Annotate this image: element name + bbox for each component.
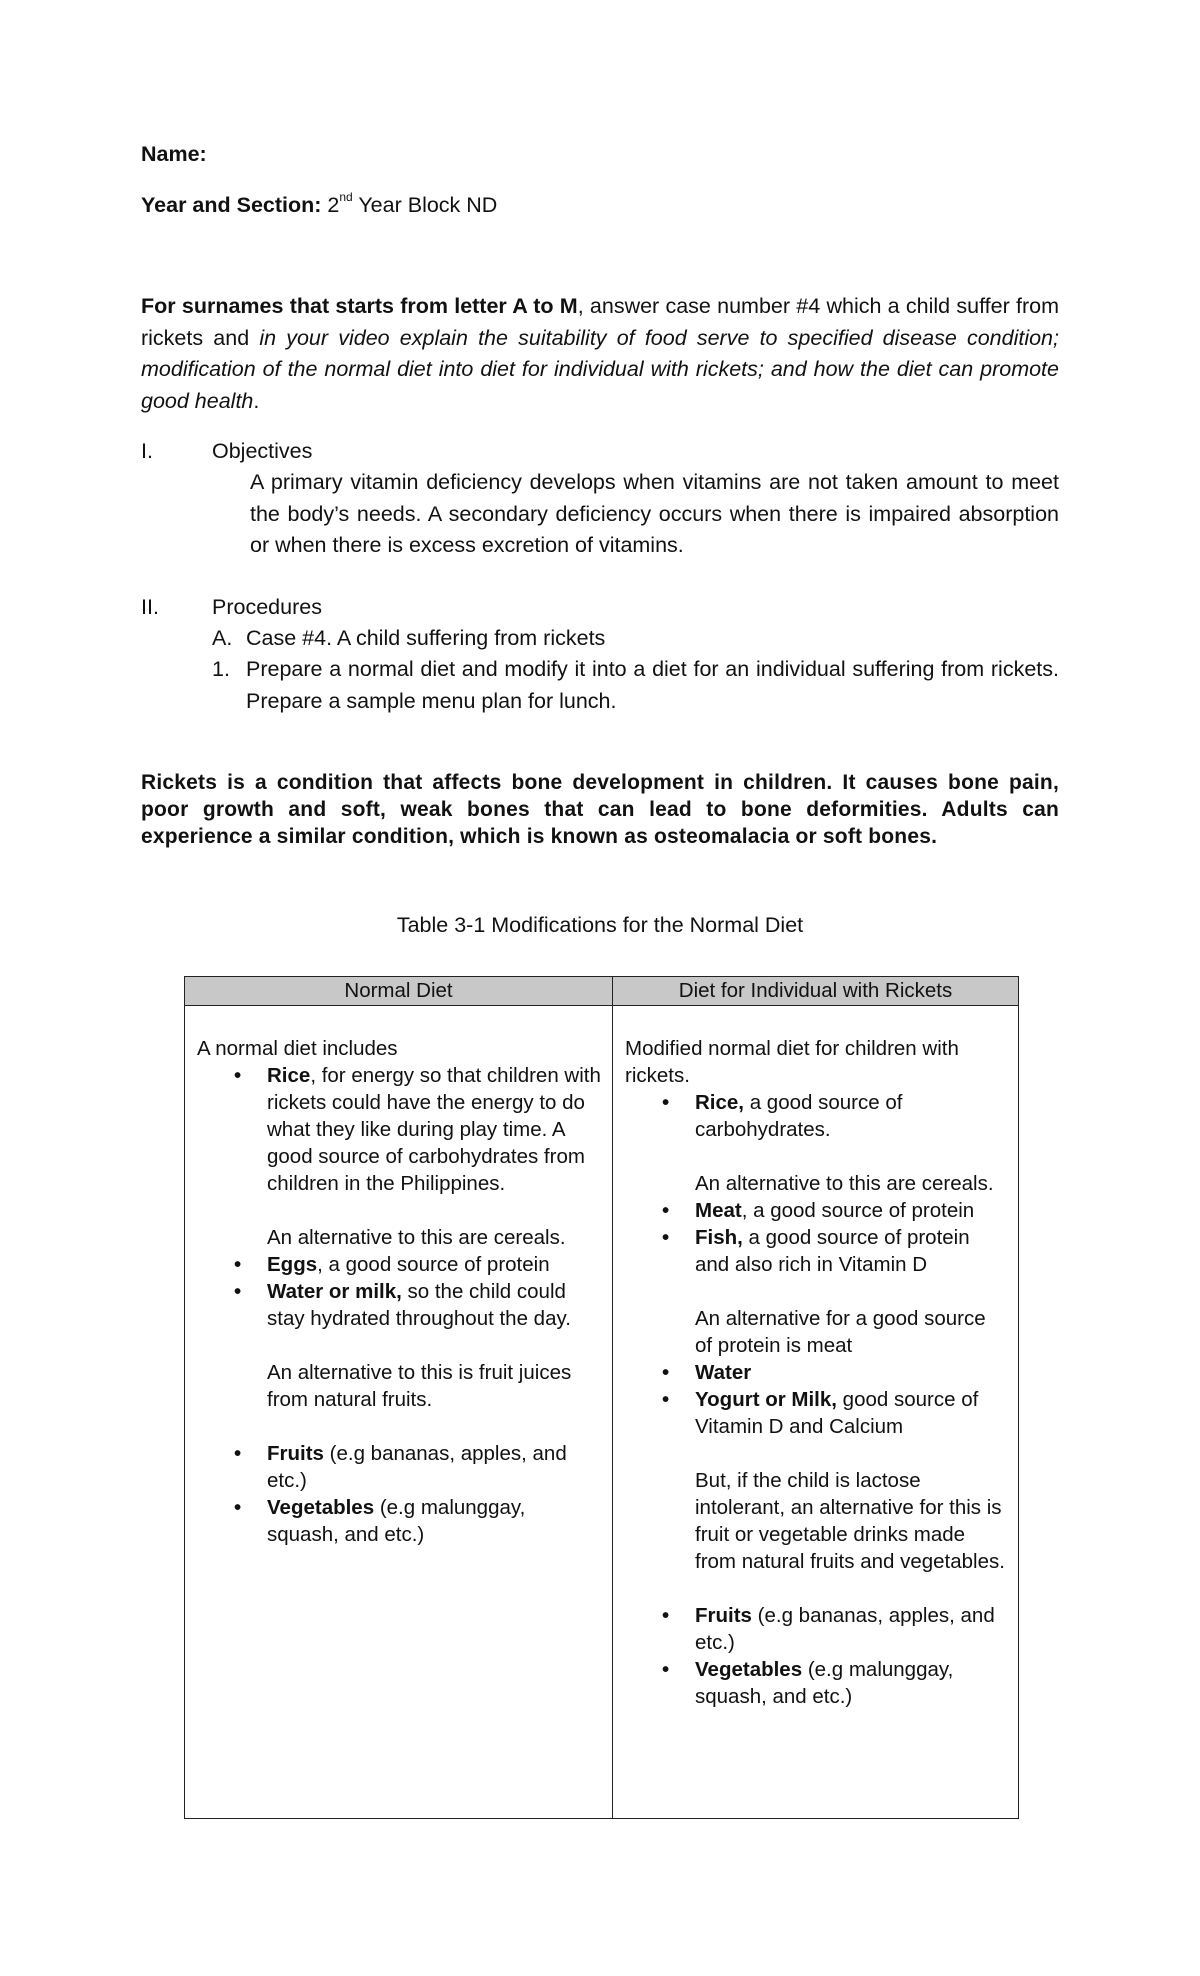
list-item: • Fruits (e.g bananas, apples, and etc.) <box>234 1442 567 1492</box>
header-normal-diet: Normal Diet <box>185 977 613 1006</box>
procedures-numeral: II. <box>141 595 159 619</box>
list-item: • Water or milk, so the child could stay hydrated throughout the day. <box>234 1280 571 1330</box>
rickets-list <box>625 1089 1008 1710</box>
step-text: Prepare a normal diet and modify it into a diet for an individual suffering from rickets. Prepare a sample menu plan for lunch. <box>246 657 1059 713</box>
list-item: • Vegetables (e.g malunggay, squash, and etc.) <box>662 1658 954 1708</box>
case-marker: A. <box>212 626 233 650</box>
rickets-description: Rickets is a condition that affects bone development in children. It causes bone pain, poor growth and soft, weak bones that can lead to bone deformities. Adults can experience a similar condition, which is known as osteomalacia or soft bones. <box>141 771 1059 848</box>
year-section-value: 2nd Year Block ND <box>327 190 498 217</box>
table-header-row <box>185 977 1019 1006</box>
objectives-heading: Objectives <box>212 439 313 463</box>
instructions: For surnames that starts from letter A to M, answer case number #4 which a child suffer from rickets and in your video explain the suitability of food serve to specified disease condition; modification of the normal diet into diet for individual with rickets; and how the diet can promote good health. <box>141 294 1059 413</box>
diet-table <box>184 976 1019 1819</box>
normal-diet-cell <box>185 1006 613 1819</box>
list-item: • Eggs, a good source of protein <box>234 1253 550 1276</box>
rickets-intro: Modified normal diet for children with rickets. <box>625 1037 959 1087</box>
list-item: • Yogurt or Milk, good source of Vitamin D and Calcium <box>662 1388 979 1438</box>
normal-intro: A normal diet includes <box>197 1037 398 1060</box>
list-note: An alternative to this are cereals. <box>267 1226 566 1249</box>
procedures-heading: Procedures <box>212 595 322 619</box>
list-item: • Water <box>662 1361 752 1384</box>
year-section <box>141 190 497 222</box>
name-label: Name: <box>141 142 207 166</box>
list-item: • Meat, a good source of protein <box>662 1199 975 1222</box>
header-rickets-diet: Diet for Individual with Rickets <box>613 977 1019 1006</box>
list-item: • Rice, for energy so that children with rickets could have the energy to do what they like during play time. A good source of carbohydrates from children in the Philippines. <box>234 1064 601 1195</box>
list-note: But, if the child is lactose intolerant, an alternative for this is fruit or vegetable drinks made from natural fruits and vegetables. <box>695 1469 1005 1573</box>
year-section-label: Year and Section: <box>141 193 322 217</box>
list-item: • Fish, a good source of protein and also rich in Vitamin D <box>662 1226 970 1276</box>
list-item: • Rice, a good source of carbohydrates. <box>662 1091 903 1141</box>
rickets-diet-cell <box>613 1006 1019 1819</box>
objectives-text: A primary vitamin deficiency develops when vitamins are not taken amount to meet the body’s needs. A secondary deficiency occurs when there is impaired absorption or when there is excess excretion of vitamins. <box>250 470 1059 557</box>
table-caption: Table 3-1 Modifications for the Normal Diet <box>396 913 804 937</box>
list-item: • Vegetables (e.g malunggay, squash, and etc.) <box>234 1496 526 1546</box>
list-item: • Fruits (e.g bananas, apples, and etc.) <box>662 1604 995 1654</box>
step-marker: 1. <box>212 657 230 681</box>
list-note: An alternative to this is fruit juices from natural fruits. <box>267 1361 572 1411</box>
table-row <box>185 1006 1019 1819</box>
list-note: An alternative for a good source of protein is meat <box>695 1307 986 1357</box>
objectives-numeral: I. <box>141 439 153 463</box>
normal-list <box>197 1062 602 1548</box>
list-note: An alternative to this are cereals. <box>695 1172 994 1195</box>
case-text: Case #4. A child suffering from rickets <box>246 626 606 650</box>
